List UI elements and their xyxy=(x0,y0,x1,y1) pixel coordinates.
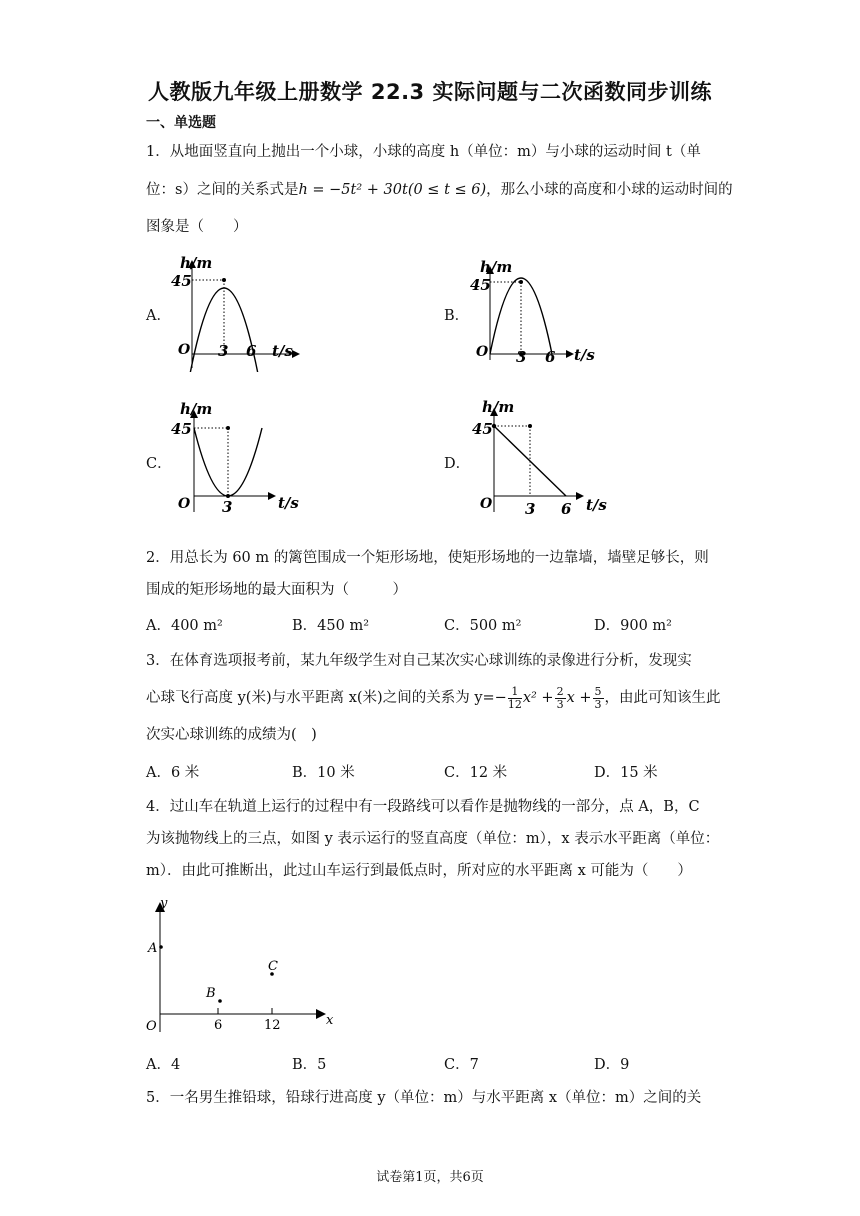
q3-line2-pre: 心球飞行高度 y(米)与水平距离 x(米)之间的关系为 y=− xyxy=(146,690,507,706)
q4-option-a[interactable]: A．4 xyxy=(146,1057,181,1073)
q4-point-a-label: A xyxy=(148,941,158,956)
q4-point-c-label: C xyxy=(268,959,278,974)
q1c-tick3: 3 xyxy=(222,498,233,516)
q1-line2-pre: 位：s）之间的关系式是 xyxy=(146,182,299,198)
q4-line1: 4．过山车在轨道上运行的过程中有一段路线可以看作是抛物线的一部分，点 A，B，C xyxy=(146,799,700,815)
q1b-ytick: 45 xyxy=(470,276,491,294)
q1-option-c[interactable]: C． xyxy=(146,456,172,472)
q1d-ylabel: h/m xyxy=(482,398,515,416)
q3-option-c[interactable]: C．12 米 xyxy=(444,765,508,781)
q3-term-1: x² + xyxy=(522,690,554,706)
q2-line2: 围成的矩形场地的最大面积为（ ） xyxy=(146,582,407,598)
q4-tick-12: 12 xyxy=(264,1018,281,1033)
q2-line1: 2．用总长为 60 m 的篱笆围成一个矩形场地，使矩形场地的一边靠墙，墙壁足够长，则 xyxy=(146,550,709,566)
page-title: 人教版九年级上册数学 22.3 实际问题与二次函数同步训练 xyxy=(148,80,712,104)
q3-fraction-2: $\frac{2}{3}$ xyxy=(556,684,564,711)
q2-option-a[interactable]: A．400 m² xyxy=(146,618,223,634)
q1d-tick6: 6 xyxy=(561,500,572,518)
q1c-ylabel: h/m xyxy=(180,400,213,418)
q1-formula: h = −5t² + 30t(0 ≤ t ≤ 6) xyxy=(298,182,487,198)
q3-fraction-3: $\frac{5}{3}$ xyxy=(594,684,602,711)
q1-graph-d xyxy=(468,396,618,518)
q4-origin: O xyxy=(146,1019,157,1034)
q1-line2 xyxy=(146,180,733,200)
q1c-xlabel: t/s xyxy=(278,494,299,512)
q1d-origin: O xyxy=(480,496,493,512)
q1b-ylabel: h/m xyxy=(480,258,513,276)
q1a-ylabel: h/m xyxy=(180,254,213,272)
q1-line1: 1．从地面竖直向上抛出一个小球，小球的高度 h（单位：m）与小球的运动时间 t（单 xyxy=(146,144,701,160)
section-heading: 一、单选题 xyxy=(146,115,216,131)
q3-fraction-1: $\frac{1}{12}$ xyxy=(507,684,522,711)
q4-line2: 为该抛物线上的三点，如图 y 表示运行的竖直高度（单位：m），x 表示水平距离（单位： xyxy=(146,831,720,847)
q4-point-b-label: B xyxy=(206,986,216,1001)
q1a-origin: O xyxy=(178,342,191,358)
q3-option-d[interactable]: D．15 米 xyxy=(594,765,658,781)
q4-ylabel: y xyxy=(160,896,168,911)
q1-option-a[interactable]: A． xyxy=(146,308,171,324)
q1-graph-a xyxy=(168,250,308,372)
q2-option-c[interactable]: C．500 m² xyxy=(444,618,522,634)
q1-option-b[interactable]: B． xyxy=(444,308,470,324)
q3-term-2: x + xyxy=(566,690,592,706)
q1d-ytick: 45 xyxy=(472,420,493,438)
q1c-ytick: 45 xyxy=(171,420,192,438)
q5-line1: 5．一名男生推铅球，铅球行进高度 y（单位：m）与水平距离 x（单位：m）之间的关 xyxy=(146,1090,702,1106)
q3-line2 xyxy=(146,680,721,716)
q1-line3: 图象是（ ） xyxy=(146,219,248,235)
q2-option-b[interactable]: B．450 m² xyxy=(292,618,370,634)
q4-tick-6: 6 xyxy=(214,1018,223,1033)
q2-option-d[interactable]: D．900 m² xyxy=(594,618,672,634)
page-footer: 试卷第1页，共6页 xyxy=(376,1170,484,1185)
q4-option-c[interactable]: C．7 xyxy=(444,1057,479,1073)
q1b-tick3: 3 xyxy=(516,348,527,366)
q1a-tick3: 3 xyxy=(218,342,229,360)
q3-line1: 3．在体育选项报考前，某九年级学生对自己某次实心球训练的录像进行分析，发现实 xyxy=(146,653,692,669)
q4-option-d[interactable]: D．9 xyxy=(594,1057,630,1073)
q1c-origin: O xyxy=(178,496,191,512)
q4-xlabel: x xyxy=(326,1013,334,1028)
q4-line3: m）．由此可推断出，此过山车运行到最低点时，所对应的水平距离 x 可能为（ ） xyxy=(146,863,692,879)
q4-graph xyxy=(140,892,350,1042)
q1b-origin: O xyxy=(476,344,489,360)
q3-option-b[interactable]: B．10 米 xyxy=(292,765,355,781)
q1b-xlabel: t/s xyxy=(574,346,595,364)
q1-line2-post: ，那么小球的高度和小球的运动时间的 xyxy=(486,182,733,198)
q1a-xlabel: t/s xyxy=(272,342,293,360)
q1-graph-c xyxy=(168,396,308,518)
q1b-tick6: 6 xyxy=(545,348,556,366)
q1d-tick3: 3 xyxy=(525,500,536,518)
q1d-xlabel: t/s xyxy=(586,496,607,514)
q1a-tick6: 6 xyxy=(246,342,257,360)
q1-option-d[interactable]: D． xyxy=(444,456,471,472)
q1a-ytick: 45 xyxy=(171,272,192,290)
q4-option-b[interactable]: B．5 xyxy=(292,1057,327,1073)
q3-line2-post: ，由此可知该生此 xyxy=(604,690,721,706)
q3-line3: 次实心球训练的成绩为( ) xyxy=(146,727,317,743)
q3-option-a[interactable]: A．6 米 xyxy=(146,765,200,781)
q1-graph-b xyxy=(468,250,608,372)
